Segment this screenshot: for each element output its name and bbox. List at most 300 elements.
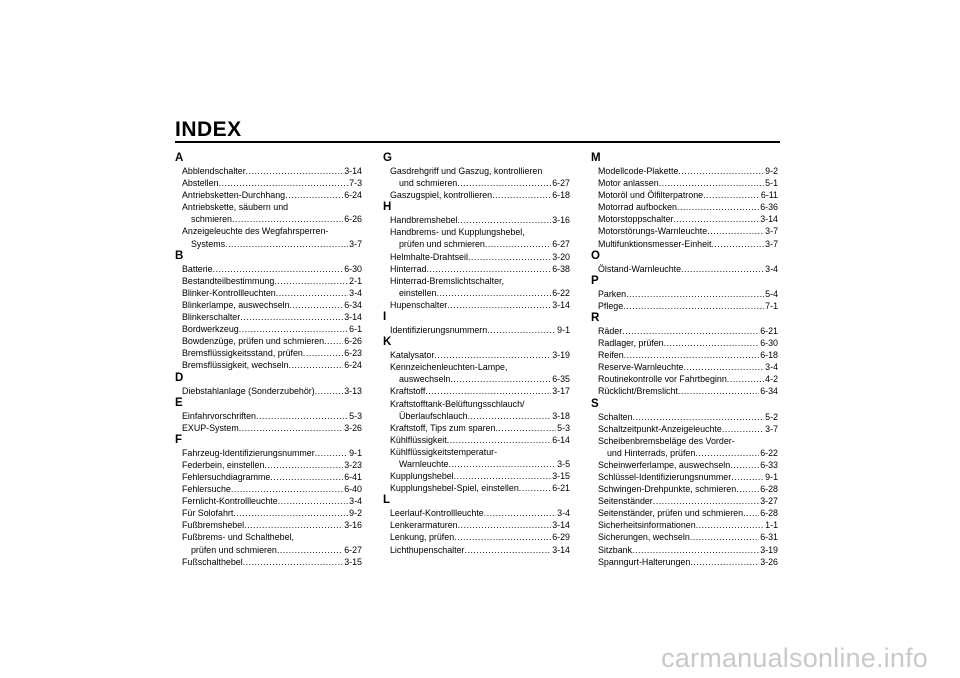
page-number: 7-3: [349, 178, 362, 189]
entry-text: Seitenständer: [598, 496, 653, 507]
entry-text: Modellcode-Plakette: [598, 166, 679, 176]
dot-leader: [678, 385, 759, 397]
dot-leader: [213, 263, 344, 275]
entry-text: Leerlauf-Kontrollleuchte: [390, 508, 484, 519]
page-number: 6-22: [760, 447, 778, 458]
dot-leader: [465, 544, 552, 556]
page-number: 3-4: [765, 263, 778, 274]
dot-leader: [285, 189, 343, 201]
page-number: 6-30: [344, 263, 362, 274]
section-letter: L: [383, 494, 391, 507]
index-entry: [591, 325, 778, 337]
page-number: 4-2: [765, 374, 778, 385]
dot-leader: [673, 213, 759, 225]
entry-text: Motor anlassen: [598, 178, 659, 189]
entry-text: Federbein, einstellen: [182, 459, 265, 470]
index-entry: [383, 385, 570, 397]
index-entry: [175, 335, 362, 347]
entry-text: schmieren: [191, 214, 232, 225]
entry-text: Spanngurt-Halterungen: [598, 556, 691, 567]
section-letter: D: [175, 371, 184, 384]
section-letter: H: [383, 201, 392, 214]
entry-text: auswechseln: [399, 374, 451, 385]
page-number: 6-31: [760, 532, 778, 543]
dot-leader: [659, 177, 764, 189]
section-letter: O: [591, 249, 600, 262]
entry-text: Blinkerschalter: [182, 312, 241, 323]
entry-text: Kennzeichenleuchten-Lampe,: [390, 362, 508, 373]
index-entry: [175, 422, 362, 434]
index-entry: [175, 299, 362, 311]
index-entry: [383, 519, 570, 531]
dot-leader: [425, 385, 551, 397]
dot-leader: [696, 519, 764, 531]
page-number: 6-38: [552, 263, 570, 274]
index-entry: [591, 495, 778, 507]
index-entry: [591, 213, 778, 225]
index-entry: [591, 361, 778, 373]
entry-text: Parken: [598, 288, 627, 299]
dot-leader: [274, 275, 348, 287]
page-title: INDEX: [175, 118, 242, 141]
page-number: 3-7: [765, 226, 778, 237]
page-number: 6-27: [344, 544, 362, 555]
entry-text: Für Solofahrt: [182, 508, 234, 519]
entry-text: Handbrems- und Kupplungshebel,: [390, 227, 525, 238]
page-number: 3-4: [765, 362, 778, 373]
entry-text: Batterie: [182, 263, 213, 274]
page-number: 3-17: [552, 386, 570, 397]
index-entry: [175, 495, 362, 507]
index-entry: [175, 311, 362, 323]
index-column-3: [591, 152, 778, 568]
index-entry: [383, 189, 570, 201]
dot-leader: [487, 324, 556, 336]
index-entry: [591, 507, 778, 519]
dot-leader: [277, 544, 343, 556]
section-letter: F: [175, 433, 183, 446]
page-number: 6-14: [552, 434, 570, 445]
entry-text: Handbremshebel: [390, 215, 458, 226]
index-entry: [383, 422, 570, 434]
dot-leader: [632, 544, 759, 556]
entry-text: Helmhalte-Drahtseil: [390, 251, 468, 262]
dot-leader: [276, 287, 348, 299]
dot-leader: [485, 238, 551, 250]
section-letter: K: [383, 336, 392, 349]
page-number: 3-7: [765, 238, 778, 249]
entry-text: Bremsflüssigkeitsstand, prüfen: [182, 348, 303, 359]
entry-text: Routinekontrolle vor Fahrtbeginn: [598, 374, 727, 385]
page-number: 5-3: [349, 410, 362, 421]
index-entry: [383, 446, 570, 470]
entry-text: Scheibenbremsbeläge des Vorder-: [598, 435, 735, 446]
dot-leader: [239, 422, 344, 434]
index-entry: [383, 251, 570, 263]
index-entry: [383, 470, 570, 482]
index-entry: [175, 359, 362, 371]
dot-leader: [468, 410, 552, 422]
index-entry: [175, 459, 362, 471]
dot-leader: [289, 359, 344, 371]
page-number: 5-1: [765, 178, 778, 189]
page-number: 3-4: [557, 508, 570, 519]
entry-text: Diebstahlanlage (Sonderzubehör): [182, 385, 315, 396]
page-number: 3-14: [552, 520, 570, 531]
dot-leader: [244, 519, 343, 531]
watermark: carmanualsonline.info: [661, 643, 928, 673]
index-entry: [591, 373, 778, 385]
dot-leader: [458, 519, 552, 531]
entry-text: Katalysator: [390, 350, 435, 361]
index-entry: [383, 398, 570, 422]
entry-text: Radlager, prüfen: [598, 338, 664, 349]
page-number: 9-2: [349, 508, 362, 519]
page-number: 6-21: [552, 483, 570, 494]
entry-text: Motorrad aufbocken: [598, 202, 677, 213]
page-number: 6-27: [552, 239, 570, 250]
page-number: 3-13: [344, 385, 362, 396]
entry-text: Kühlflüssigkeit: [390, 434, 447, 445]
index-entry: [175, 177, 362, 189]
page-number: 3-18: [552, 410, 570, 421]
index-entry: [591, 385, 778, 397]
entry-text: Antriebskette, säubern und: [182, 202, 289, 213]
page-number: 7-1: [765, 300, 778, 311]
index-entry: [175, 507, 362, 519]
entry-text: Lenkerarmaturen: [390, 520, 458, 531]
entry-text: Hinterrad-Bremslichtschalter,: [390, 275, 504, 286]
index-entry: [383, 361, 570, 385]
entry-text: Blinkerlampe, auswechseln: [182, 299, 290, 310]
index-entry: [383, 482, 570, 494]
entry-text: Kupplungshebel: [390, 471, 454, 482]
index-entry: [591, 531, 778, 543]
index-entry: [591, 471, 778, 483]
page-number: 6-1: [349, 324, 362, 335]
entry-text: Motorstörungs-Warnleuchte: [598, 226, 708, 237]
page-number: 3-14: [552, 299, 570, 310]
page-number: 6-23: [344, 348, 362, 359]
entry-text: Systems: [191, 238, 226, 249]
index-entry: [175, 323, 362, 335]
page-number: 6-26: [344, 214, 362, 225]
entry-text: Sicherheitsinformationen: [598, 520, 696, 531]
index-entry: [175, 385, 362, 397]
page-number: 6-24: [344, 190, 362, 201]
index-entry: [175, 275, 362, 287]
index-entry: [591, 288, 778, 300]
dot-leader: [690, 556, 759, 568]
page-number: 3-26: [344, 422, 362, 433]
entry-text: Einfahrvorschriften: [182, 410, 256, 421]
entry-text: Fehlersuchdiagramme: [182, 471, 271, 482]
index-entry: [591, 435, 778, 459]
index-entry: [591, 349, 778, 361]
index-entry: [591, 483, 778, 495]
section-letter: I: [383, 311, 387, 324]
page-number: 3-15: [344, 556, 362, 567]
index-entry: [591, 263, 778, 275]
entry-text: einstellen: [399, 287, 437, 298]
page-number: 3-19: [760, 544, 778, 555]
entry-text: Seitenständer, prüfen und schmieren: [598, 508, 744, 519]
dot-leader: [711, 238, 764, 250]
dot-leader: [449, 458, 557, 470]
entry-text: Schlüssel-Identifizierungsnummer: [598, 471, 732, 482]
entry-text: Kraftstofftank-Belüftungsschlauch/: [390, 398, 525, 409]
dot-leader: [264, 459, 343, 471]
page-number: 6-22: [552, 287, 570, 298]
index-entry: [175, 519, 362, 531]
section-letter: A: [175, 152, 184, 164]
dot-leader: [434, 349, 551, 361]
entry-text: Antriebsketten-Durchhang: [182, 190, 286, 201]
page-number: 3-23: [344, 459, 362, 470]
index-entry: [175, 347, 362, 359]
page-number: 9-1: [557, 325, 570, 336]
page-number: 2-1: [349, 275, 362, 286]
dot-leader: [458, 214, 552, 226]
index-entry: [591, 337, 778, 349]
dot-leader: [243, 556, 344, 568]
page-number: 6-11: [760, 190, 778, 201]
index-entry: [175, 483, 362, 495]
page-number: 3-14: [552, 544, 570, 555]
entry-text: Motoröl und Ölfilterpatrone: [598, 190, 704, 201]
page-number: 6-29: [552, 532, 570, 543]
dot-leader: [246, 165, 344, 177]
dot-leader: [730, 459, 759, 471]
dot-leader: [495, 422, 556, 434]
dot-leader: [278, 495, 348, 507]
page-number: 3-7: [765, 423, 778, 434]
entry-text: Abblendschalter: [182, 166, 246, 176]
index-entry: [383, 507, 570, 519]
index-entry: [591, 519, 778, 531]
page-number: 3-5: [557, 458, 570, 469]
entry-text: Lichthupenschalter: [390, 544, 465, 555]
entry-text: Ölstand-Warnleuchte: [598, 263, 682, 274]
page-number: 3-15: [552, 471, 570, 482]
section-letter: M: [591, 152, 601, 164]
entry-text: Schaltzeitpunkt-Anzeigeleuchte: [598, 423, 722, 434]
dot-leader: [519, 482, 551, 494]
entry-text: Lenkung, prüfen: [390, 532, 455, 543]
dot-leader: [722, 423, 764, 435]
dot-leader: [231, 483, 343, 495]
dot-leader: [633, 411, 765, 423]
dot-leader: [690, 531, 759, 543]
index-entry: [175, 201, 362, 225]
page-number: 6-41: [344, 471, 362, 482]
entry-text: Fußbremshebel: [182, 520, 245, 531]
dot-leader: [492, 189, 551, 201]
index-entry: [175, 447, 362, 459]
index-entry: [175, 471, 362, 483]
entry-text: Räder: [598, 325, 623, 336]
index-entry: [591, 544, 778, 556]
dot-leader: [707, 225, 764, 237]
page-number: 6-24: [344, 360, 362, 371]
entry-text: Rücklicht/Bremslicht: [598, 386, 678, 397]
page-number: 3-4: [349, 287, 362, 298]
index-entry: [175, 531, 362, 555]
entry-text: Kühlflüssigkeitstemperatur-: [390, 446, 498, 457]
dot-leader: [736, 483, 759, 495]
dot-leader: [731, 471, 764, 483]
dot-leader: [664, 337, 760, 349]
index-entry: [383, 324, 570, 336]
page-number: 9-1: [765, 471, 778, 482]
index-entry: [383, 226, 570, 250]
entry-text: Kupplungshebel-Spiel, einstellen: [390, 483, 519, 494]
page-number: 6-34: [344, 299, 362, 310]
dot-leader: [622, 325, 759, 337]
entry-text: Bordwerkzeug: [182, 324, 239, 335]
page-number: 3-16: [344, 520, 362, 531]
index-entry: [383, 299, 570, 311]
dot-leader: [315, 447, 348, 459]
entry-text: Reifen: [598, 350, 624, 361]
page-number: 3-4: [349, 496, 362, 507]
index-entry: [175, 287, 362, 299]
entry-text: Bremsflüssigkeit, wechseln: [182, 360, 289, 371]
page-number: 3-14: [760, 214, 778, 225]
page-number: 6-35: [552, 374, 570, 385]
entry-text: Fehlersuche: [182, 484, 231, 495]
index-entry: [591, 459, 778, 471]
page-number: 6-21: [760, 325, 778, 336]
entry-text: Pflege: [598, 300, 624, 311]
entry-text: Kraftstoff, Tips zum sparen: [390, 422, 496, 433]
dot-leader: [681, 263, 764, 275]
dot-leader: [623, 300, 764, 312]
dot-leader: [677, 201, 759, 213]
entry-text: prüfen und schmieren: [191, 544, 277, 555]
index-column-1: [175, 152, 362, 568]
index-entry: [175, 410, 362, 422]
index-entry: [383, 165, 570, 189]
index-entry: [591, 177, 778, 189]
index-entry: [175, 189, 362, 201]
dot-leader: [703, 189, 760, 201]
dot-leader: [454, 531, 551, 543]
dot-leader: [447, 434, 552, 446]
page-number: 6-26: [344, 336, 362, 347]
dot-leader: [454, 470, 552, 482]
dot-leader: [447, 299, 551, 311]
section-letter: P: [591, 274, 599, 287]
entry-text: Fußschalthebel: [182, 556, 243, 567]
entry-text: Bestandteilbestimmung: [182, 275, 275, 286]
index-entry: [383, 349, 570, 361]
entry-text: Reserve-Warnleuchte: [598, 362, 684, 373]
page-number: 6-28: [760, 484, 778, 495]
index-entry: [383, 544, 570, 556]
index-entry: [591, 423, 778, 435]
entry-text: Identifizierungsnummern: [390, 325, 488, 336]
index-entry: [383, 214, 570, 226]
entry-text: Fußbrems- und Schalthebel,: [182, 532, 294, 543]
dot-leader: [240, 311, 343, 323]
entry-text: und Hinterrads, prüfen: [607, 447, 696, 458]
page-number: 9-1: [349, 447, 362, 458]
dot-leader: [233, 507, 348, 519]
index-entry: [175, 556, 362, 568]
page-number: 3-26: [760, 556, 778, 567]
page-number: 6-18: [552, 190, 570, 201]
entry-text: Scheinwerferlampe, auswechseln: [598, 459, 731, 470]
entry-text: Schwingen-Drehpunkte, schmieren: [598, 484, 737, 495]
dot-leader: [624, 349, 760, 361]
entry-text: Motorstoppschalter: [598, 214, 674, 225]
entry-text: Bowdenzüge, prüfen und schmieren: [182, 336, 325, 347]
section-letter: R: [591, 311, 600, 324]
dot-leader: [678, 165, 764, 177]
section-letter: B: [175, 249, 184, 262]
entry-text: Hinterrad: [390, 263, 427, 274]
page-number: 3-27: [760, 496, 778, 507]
entry-text: Blinker-Kontrollleuchten: [182, 287, 276, 298]
index-entry: [383, 275, 570, 299]
index-entry: [591, 165, 778, 177]
section-letter: E: [175, 396, 183, 409]
entry-text: Sicherungen, wechseln: [598, 532, 690, 543]
entry-text: Kraftstoff: [390, 386, 426, 397]
page-number: 6-40: [344, 484, 362, 495]
index-entry: [175, 165, 362, 177]
page-number: 6-33: [760, 459, 778, 470]
page-number: 3-7: [349, 238, 362, 249]
dot-leader: [626, 288, 764, 300]
entry-text: EXUP-System: [182, 422, 239, 433]
index-entry: [591, 238, 778, 250]
section-letter: S: [591, 397, 599, 410]
index-entry: [591, 201, 778, 213]
page-number: 1-1: [765, 520, 778, 531]
dot-leader: [457, 177, 551, 189]
dot-leader: [324, 335, 343, 347]
page-number: 6-28: [760, 508, 778, 519]
index-entry: [383, 531, 570, 543]
index-entry: [591, 189, 778, 201]
index-entry: [591, 556, 778, 568]
dot-leader: [315, 385, 344, 397]
index-entry: [591, 300, 778, 312]
title-rule: [175, 141, 780, 143]
index-entry: [383, 434, 570, 446]
entry-text: Hupenschalter: [390, 299, 448, 310]
index-entry: [175, 263, 362, 275]
dot-leader: [684, 361, 765, 373]
dot-leader: [450, 373, 551, 385]
dot-leader: [695, 447, 759, 459]
entry-text: Überlaufschlauch: [399, 410, 468, 421]
entry-text: Warnleuchte: [399, 458, 449, 469]
entry-text: prüfen und schmieren: [399, 239, 485, 250]
dot-leader: [232, 213, 343, 225]
index-entry: [175, 225, 362, 249]
index-entry: [383, 263, 570, 275]
dot-leader: [270, 471, 343, 483]
dot-leader: [219, 177, 349, 189]
entry-text: und schmieren: [399, 178, 458, 189]
page-number: 3-16: [552, 215, 570, 226]
dot-leader: [743, 507, 759, 519]
page-number: 6-30: [760, 338, 778, 349]
entry-text: Sitzbank: [598, 544, 633, 555]
